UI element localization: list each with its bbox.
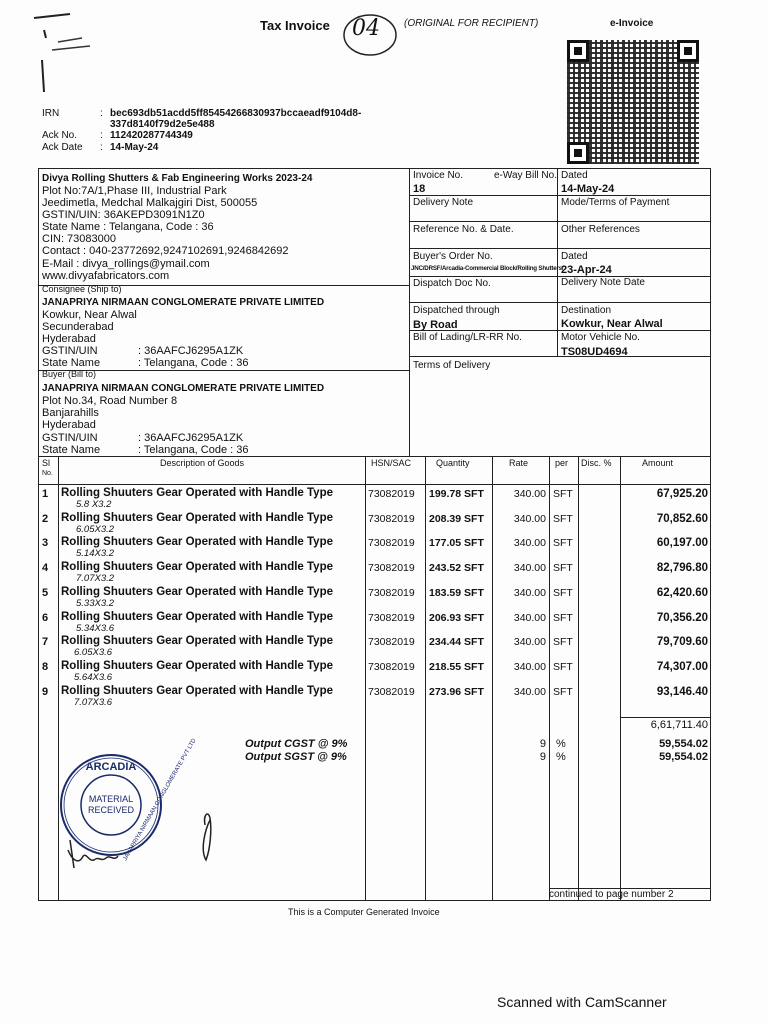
item-dimension: 5.34X3.6 bbox=[76, 622, 115, 634]
item-per: SFT bbox=[553, 611, 573, 624]
item-sl: 1 bbox=[42, 488, 49, 500]
stamp-center-line1: MATERIAL bbox=[88, 794, 134, 804]
item-hsn: 73082019 bbox=[368, 685, 415, 698]
item-quantity: 183.59 SFT bbox=[429, 586, 484, 599]
item-amount: 93,146.40 bbox=[656, 685, 708, 698]
item-description: Rolling Shuuters Gear Operated with Handle Type bbox=[61, 487, 333, 499]
item-quantity: 177.05 SFT bbox=[429, 537, 484, 550]
consignee-name: JANAPRIYA NIRMAAN CONGLOMERATE PRIVATE LIMITED bbox=[42, 297, 325, 308]
col-header-sl: Sl bbox=[42, 458, 51, 468]
buyer-gstin-label: GSTIN/UIN bbox=[42, 432, 98, 444]
ack-no-value: 112420287744349 bbox=[110, 130, 193, 141]
dispatch-doc-label: Dispatch Doc No. bbox=[413, 278, 491, 289]
item-per: SFT bbox=[553, 660, 573, 673]
item-per: SFT bbox=[553, 586, 573, 599]
seller-contact: Contact : 040-23772692,9247102691,9246842692 bbox=[42, 245, 289, 257]
item-rate: 340.00 bbox=[513, 611, 546, 624]
item-rate: 340.00 bbox=[513, 537, 546, 550]
item-rate: 340.00 bbox=[513, 636, 546, 649]
item-dimension: 5.64X3.6 bbox=[74, 671, 113, 683]
cgst-amount: 59,554.02 bbox=[659, 738, 708, 750]
seller-address1: Plot No:7A/1,Phase III, Industrial Park bbox=[42, 185, 227, 197]
ack-no-label: Ack No. bbox=[42, 130, 78, 141]
col-header-hsn: HSN/SAC bbox=[371, 458, 412, 468]
buyer-state: : Telangana, Code : 36 bbox=[138, 444, 249, 456]
item-dimension: 5.8 X3.2 bbox=[76, 499, 112, 510]
stamp-ring-text: JANAPRIYA NIRMAAN CONGLOMERATE PVT LTD bbox=[122, 737, 198, 863]
col-header-description: Description of Goods bbox=[160, 458, 245, 468]
item-hsn: 73082019 bbox=[368, 488, 415, 500]
terms-of-delivery-label: Terms of Delivery bbox=[413, 360, 491, 371]
col-header-per: per bbox=[555, 458, 569, 468]
reference-label: Reference No. & Date. bbox=[413, 224, 514, 235]
invoice-title: Tax Invoice bbox=[260, 18, 330, 33]
item-dimension: 7.07X3.6 bbox=[74, 696, 113, 708]
col-header-no: No. bbox=[42, 470, 53, 477]
item-description: Rolling Shuuters Gear Operated with Handle Type bbox=[61, 585, 333, 598]
invoice-no-label: Invoice No. bbox=[413, 170, 464, 181]
item-hsn: 73082019 bbox=[368, 537, 415, 550]
handwritten-stamp-number: 04 bbox=[352, 16, 380, 41]
handwritten-signature bbox=[60, 790, 250, 880]
item-sl: 5 bbox=[42, 586, 49, 599]
destination-label: Destination bbox=[561, 305, 612, 316]
item-rate: 340.00 bbox=[513, 586, 546, 599]
order-dated-value: 23-Apr-24 bbox=[561, 264, 612, 276]
buyer-address1: Plot No.34, Road Number 8 bbox=[42, 395, 178, 407]
item-dimension: 5.14X3.2 bbox=[76, 548, 115, 560]
irn-label: IRN bbox=[42, 108, 60, 119]
seller-gstin: GSTIN/UIN: 36AKEPD3091N1Z0 bbox=[42, 209, 205, 221]
item-hsn: 73082019 bbox=[368, 660, 415, 673]
consignee-address1: Kowkur, Near Alwal bbox=[42, 309, 137, 321]
item-quantity: 208.39 SFT bbox=[429, 512, 484, 525]
dated-value: 14-May-24 bbox=[561, 183, 615, 195]
vehicle-label: Motor Vehicle No. bbox=[561, 332, 640, 343]
item-sl: 4 bbox=[42, 562, 49, 575]
cgst-label: Output CGST @ 9% bbox=[245, 738, 348, 750]
item-quantity: 206.93 SFT bbox=[429, 611, 484, 624]
item-per: SFT bbox=[553, 537, 573, 550]
item-description: Rolling Shuuters Gear Operated with Handle Type bbox=[61, 659, 333, 672]
item-sl: 3 bbox=[42, 537, 49, 550]
buyer-address3: Hyderabad bbox=[42, 419, 96, 431]
item-sl: 6 bbox=[42, 611, 49, 624]
dated-label: Dated bbox=[561, 170, 588, 181]
item-rate: 340.00 bbox=[513, 685, 546, 698]
item-quantity: 199.78 SFT bbox=[429, 488, 484, 500]
item-quantity: 234.44 SFT bbox=[429, 636, 484, 649]
buyers-order-label: Buyer's Order No. bbox=[413, 251, 493, 262]
invoice-no-value: 18 bbox=[413, 183, 426, 195]
seller-state: State Name : Telangana, Code : 36 bbox=[42, 221, 214, 233]
item-quantity: 273.96 SFT bbox=[429, 685, 484, 698]
consignee-state: : Telangana, Code : 36 bbox=[138, 357, 249, 369]
item-rate: 340.00 bbox=[513, 562, 546, 575]
item-quantity: 243.52 SFT bbox=[429, 562, 484, 575]
item-amount: 70,852.60 bbox=[656, 512, 708, 525]
item-description: Rolling Shuuters Gear Operated with Handle Type bbox=[61, 684, 333, 697]
consignee-address2: Secunderabad bbox=[42, 321, 114, 333]
col-header-disc: Disc. % bbox=[581, 458, 612, 468]
bill-of-lading-label: Bill of Lading/LR-RR No. bbox=[413, 332, 522, 343]
item-hsn: 73082019 bbox=[368, 611, 415, 624]
seller-website: www.divyafabricators.com bbox=[42, 270, 170, 282]
scanner-watermark: Scanned with CamScanner bbox=[497, 994, 667, 1010]
mode-terms-label: Mode/Terms of Payment bbox=[561, 197, 670, 208]
item-sl: 8 bbox=[42, 660, 49, 673]
cgst-per: % bbox=[556, 738, 566, 750]
seller-cin: CIN: 73083000 bbox=[42, 233, 116, 245]
sgst-per: % bbox=[556, 751, 566, 763]
item-amount: 70,356.20 bbox=[656, 611, 708, 624]
eway-label: e-Way Bill No. bbox=[494, 170, 557, 181]
buyer-address2: Banjarahills bbox=[42, 407, 99, 419]
col-header-quantity: Quantity bbox=[436, 458, 470, 468]
item-rate: 340.00 bbox=[513, 512, 546, 525]
consignee-address3: Hyderabad bbox=[42, 333, 96, 345]
item-description: Rolling Shuuters Gear Operated with Handle Type bbox=[61, 536, 333, 549]
consignee-state-label: State Name bbox=[42, 357, 101, 369]
item-hsn: 73082019 bbox=[368, 562, 415, 575]
ack-no-sep: : bbox=[100, 130, 103, 141]
item-amount: 67,925.20 bbox=[656, 488, 708, 500]
buyer-name: JANAPRIYA NIRMAAN CONGLOMERATE PRIVATE LIMITED bbox=[42, 383, 325, 394]
item-amount: 74,307.00 bbox=[656, 660, 708, 673]
delivery-note-label: Delivery Note bbox=[413, 197, 474, 208]
item-amount: 79,709.60 bbox=[656, 636, 708, 649]
ack-date-sep: : bbox=[100, 142, 103, 153]
copy-label: (ORIGINAL FOR RECIPIENT) bbox=[404, 18, 539, 29]
dispatched-through-value: By Road bbox=[413, 319, 458, 331]
vehicle-value: TS08UD4694 bbox=[561, 346, 628, 358]
buyers-order-value: JNC/DRSF/Arcadia-Commercial Block/Rolling Shutters/ bbox=[411, 265, 564, 272]
delivery-note-date-label: Delivery Note Date bbox=[561, 277, 645, 288]
item-dimension: 6.05X3.6 bbox=[74, 647, 113, 659]
item-rate: 340.00 bbox=[513, 660, 546, 673]
item-quantity: 218.55 SFT bbox=[429, 660, 484, 673]
sgst-amount: 59,554.02 bbox=[659, 751, 708, 763]
sgst-label: Output SGST @ 9% bbox=[245, 751, 347, 763]
item-description: Rolling Shuuters Gear Operated with Handle Type bbox=[61, 610, 333, 623]
item-hsn: 73082019 bbox=[368, 512, 415, 525]
item-description: Rolling Shuuters Gear Operated with Handle Type bbox=[61, 635, 333, 648]
item-description: Rolling Shuuters Gear Operated with Handle Type bbox=[61, 511, 333, 524]
col-header-amount: Amount bbox=[642, 458, 674, 468]
item-sl: 9 bbox=[42, 685, 49, 698]
irn-value-line1: bec693db51acdd5ff85454266830937bccaeadf9104d8- bbox=[110, 108, 362, 119]
continued-note: continued to page number 2 bbox=[549, 889, 674, 900]
consignee-gstin: : 36AAFCJ6295A1ZK bbox=[138, 345, 244, 357]
cgst-rate: 9 bbox=[539, 738, 546, 750]
ack-date-label: Ack Date bbox=[42, 142, 83, 153]
stamp-center-line2: RECEIVED bbox=[87, 805, 135, 815]
item-dimension: 5.33X3.2 bbox=[76, 597, 115, 609]
ack-date-value: 14-May-24 bbox=[110, 142, 159, 153]
item-sl: 2 bbox=[42, 512, 49, 525]
item-dimension: 7.07X3.2 bbox=[76, 573, 115, 585]
seller-address2: Jeedimetla, Medchal Malkajgiri Dist, 500055 bbox=[42, 197, 258, 209]
item-per: SFT bbox=[553, 488, 573, 500]
seller-email: E-Mail : divya_rollings@ymail.com bbox=[42, 258, 210, 270]
handwritten-marks bbox=[30, 10, 100, 110]
item-amount: 60,197.00 bbox=[656, 537, 708, 550]
item-hsn: 73082019 bbox=[368, 586, 415, 599]
item-description: Rolling Shuuters Gear Operated with Handle Type bbox=[61, 561, 333, 574]
item-per: SFT bbox=[553, 562, 573, 575]
seller-name: Divya Rolling Shutters & Fab Engineering Works 2023-24 bbox=[42, 173, 313, 184]
buyer-gstin: : 36AAFCJ6295A1ZK bbox=[138, 432, 244, 444]
consignee-gstin-label: GSTIN/UIN bbox=[42, 345, 98, 357]
item-rate: 340.00 bbox=[513, 488, 546, 500]
col-header-rate: Rate bbox=[509, 458, 529, 468]
item-hsn: 73082019 bbox=[368, 636, 415, 649]
computer-generated-note: This is a Computer Generated Invoice bbox=[288, 907, 440, 917]
item-per: SFT bbox=[553, 512, 573, 525]
irn-sep: : bbox=[100, 108, 103, 119]
item-sl: 7 bbox=[42, 636, 49, 649]
buyer-label: Buyer (Bill to) bbox=[42, 369, 97, 379]
destination-value: Kowkur, Near Alwal bbox=[561, 318, 663, 330]
consignee-label: Consignee (Ship to) bbox=[42, 284, 122, 294]
stamp-top-text: ARCADIA bbox=[85, 761, 137, 773]
subtotal-amount: 6,61,711.40 bbox=[650, 719, 708, 731]
other-references-label: Other References bbox=[561, 224, 640, 235]
item-per: SFT bbox=[553, 685, 573, 698]
sgst-rate: 9 bbox=[539, 751, 546, 763]
irn-value-line2: 337d8140f79d2e5e488 bbox=[110, 119, 215, 130]
item-amount: 62,420.60 bbox=[656, 586, 708, 599]
order-dated-label: Dated bbox=[561, 251, 588, 262]
buyer-state-label: State Name bbox=[42, 444, 101, 456]
dispatched-through-label: Dispatched through bbox=[413, 305, 500, 316]
item-per: SFT bbox=[553, 636, 573, 649]
item-amount: 82,796.80 bbox=[656, 562, 708, 575]
item-dimension: 6.05X3.2 bbox=[76, 523, 115, 535]
einvoice-label: e-Invoice bbox=[610, 18, 654, 29]
